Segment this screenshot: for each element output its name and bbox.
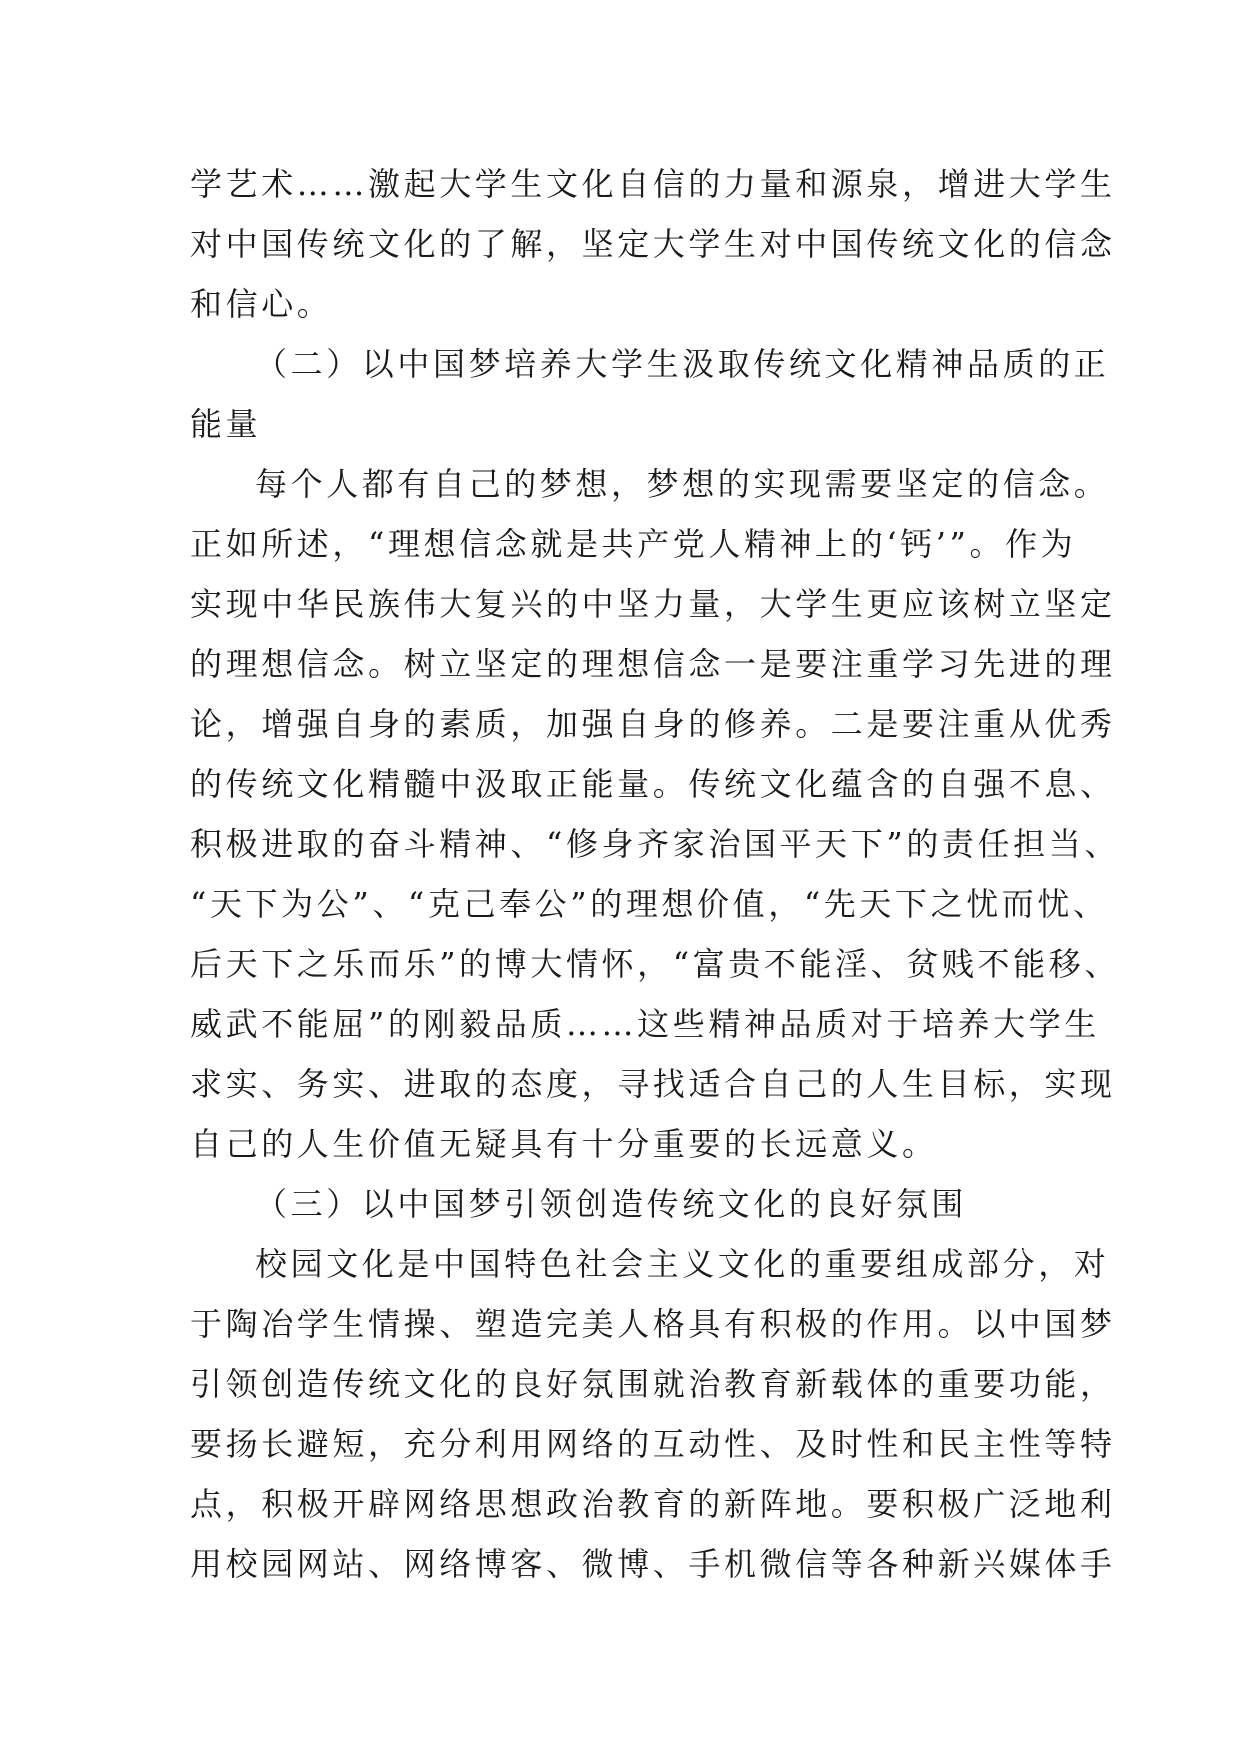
paragraph-line: 后天下之乐而乐”的博大情怀，“富贵不能淫、贫贱不能移、: [190, 945, 1120, 983]
section-heading-3: （三）以中国梦引领创造传统文化的良好氛围: [255, 1185, 968, 1223]
paragraph-line: 校园文化是中国特色社会主义文化的重要组成部分，对: [255, 1245, 1110, 1283]
paragraph-line: 学艺术……激起大学生文化自信的力量和源泉，增进大学生: [190, 165, 1116, 203]
paragraph-line: 自己的人生价值无疑具有十分重要的长远意义。: [190, 1125, 938, 1163]
paragraph-line: 每个人都有自己的梦想，梦想的实现需要坚定的信念。: [255, 465, 1110, 503]
paragraph-line: 的理想信念。树立坚定的理想信念一是要注重学习先进的理: [190, 645, 1116, 683]
paragraph-line: 的传统文化精髓中汲取正能量。传统文化蕴含的自强不息、: [190, 765, 1116, 803]
paragraph-line: 点，积极开辟网络思想政治教育的新阵地。要积极广泛地利: [190, 1485, 1116, 1523]
paragraph-line: “天下为公”、“克己奉公”的理想价值，“先天下之忧而忧、: [190, 885, 1109, 923]
paragraph-line: 于陶冶学生情操、塑造完美人格具有积极的作用。以中国梦: [190, 1305, 1116, 1343]
section-heading-2-continued: 能量: [190, 405, 262, 443]
paragraph-line: 和信心。: [190, 285, 333, 323]
paragraph-line: 论，增强自身的素质，加强自身的修养。二是要注重从优秀: [190, 705, 1116, 743]
paragraph-line: 求实、务实、进取的态度，寻找适合自己的人生目标，实现: [190, 1065, 1116, 1103]
paragraph-line: 要扬长避短，充分利用网络的互动性、及时性和民主性等特: [190, 1425, 1116, 1463]
paragraph-line: 正如所述，“理想信念就是共产党人精神上的‘钙’”。作为: [190, 525, 1077, 563]
paragraph-line: 积极进取的奋斗精神、“修身齐家治国平天下”的责任担当、: [190, 825, 1120, 863]
paragraph-line: 引领创造传统文化的良好氛围就治教育新载体的重要功能，: [190, 1365, 1116, 1403]
paragraph-line: 用校园网站、网络博客、微博、手机微信等各种新兴媒体手: [190, 1545, 1116, 1583]
paragraph-line: 威武不能屈”的刚毅品质……这些精神品质对于培养大学生: [190, 1005, 1100, 1043]
paragraph-line: 对中国传统文化的了解，坚定大学生对中国传统文化的信念: [190, 225, 1116, 263]
section-heading-2: （二）以中国梦培养大学生汲取传统文化精神品质的正: [255, 345, 1110, 383]
paragraph-line: 实现中华民族伟大复兴的中坚力量，大学生更应该树立坚定: [190, 585, 1116, 623]
